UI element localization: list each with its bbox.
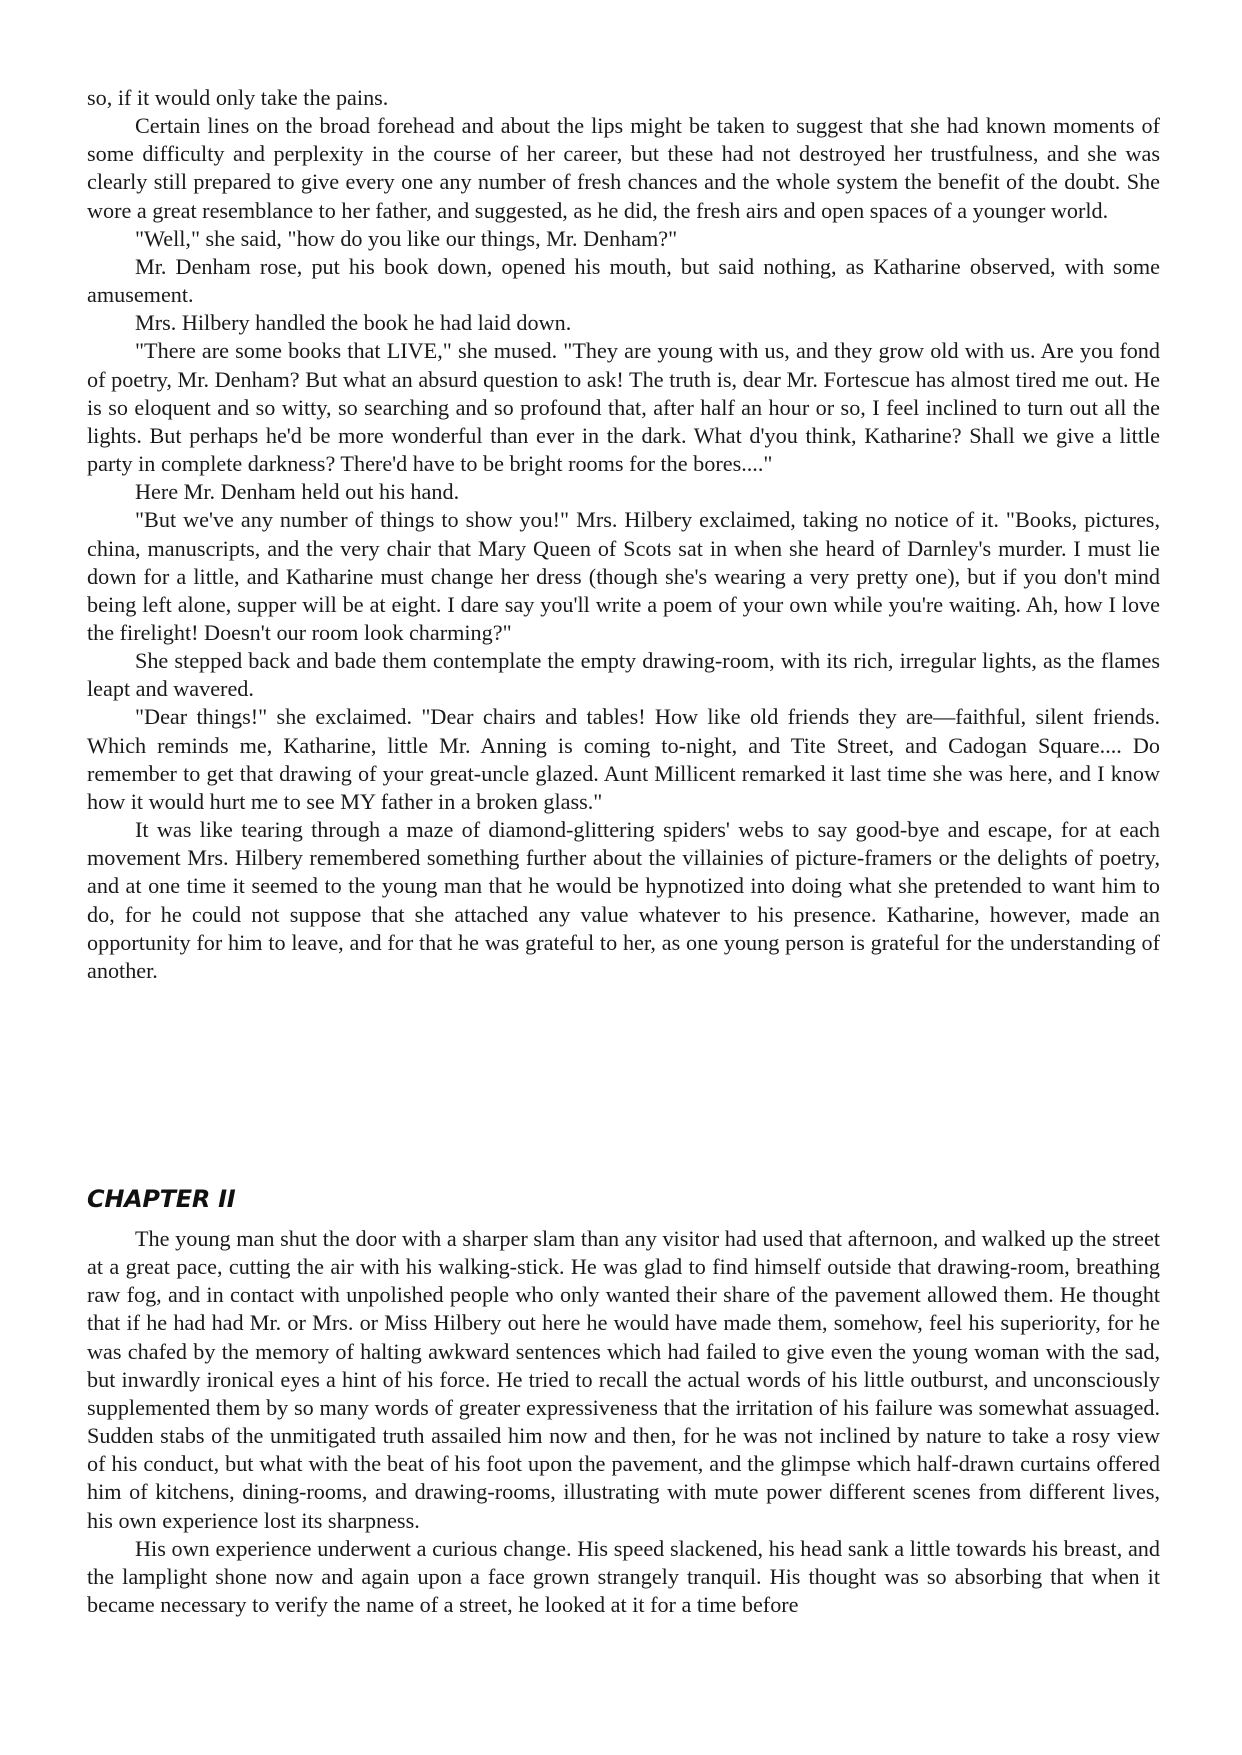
paragraph: Certain lines on the broad forehead and about the lips might be taken to suggest that she had known moments of some difficulty and perplexity in the course of her career, but these had not destroyed her trustfulness, and she was clearly still prepared to give every one any number of fresh chances and the whole system the benefit of the doubt. She wore a great resemblance to her father, and suggested, as he did, the fresh airs and open spaces of a younger world. [87, 113, 1160, 223]
paragraph: Mr. Denham rose, put his book down, opened his mouth, but said nothing, as Katharine observed, with some amusement. [87, 253, 1160, 308]
chapter-heading: CHAPTER II [87, 1185, 236, 1213]
paragraph: "But we've any number of things to show you!" Mrs. Hilbery exclaimed, taking no notice of it. "Books, pictures, china, manuscripts, and the very chair that Mary Queen of Scots sat in when she heard of Darnley's murder. I must lie down for a little, and Katharine must change her dress (though she's wearing a very pretty one), but if you don't mind being left alone, supper will be at eight. I dare say you'll write a poem of your own while you're waiting. Ah, how I love the firelight! Doesn't our room look charming?" [87, 507, 1160, 645]
paragraph: His own experience underwent a curious change. His speed slackened, his head sank a little towards his breast, and the lamplight shone now and again upon a face grown strangely tranquil. His thought was so absorbing that when it became necessary to verify the name of a street, he looked at it for a time before [87, 1535, 1160, 1618]
paragraph: Mrs. Hilbery handled the book he had laid down. [135, 310, 572, 336]
paragraph: The young man shut the door with a sharper slam than any visitor had used that afternoon, and walked up the street at a great pace, cutting the air with his walking-stick. He was glad to find himself outside that drawing-room, breathing raw fog, and in contact with unpolished people who only wanted their share of the pavement allowed them. He thought that if he had had Mr. or Mrs. or Miss Hilbery out here he would have made them, somehow, feel his superiority, for he was chafed by the memory of halting awkward sentences which had failed to give even the young woman with the sad, but inwardly ironical eyes a hint of his force. He tried to recall the actual words of his little outburst, and unconsciously supplemented them by so many words of greater expressiveness that the irritation of his failure was somewhat assuaged. Sudden stabs of the unmitigated truth assailed him now and then, for he was not inclined by nature to take a rosy view of his conduct, but what with the beat of his foot upon the pavement, and the glimpse which half-drawn curtains offered him of kitchens, dining-rooms, and drawing-rooms, illustrating with mute power different scenes from different lives, his own experience lost its sharpness. [87, 1226, 1160, 1533]
paragraph: She stepped back and bade them contemplate the empty drawing-room, with its rich, irregular lights, as the flames leapt and wavered. [87, 648, 1160, 702]
page-text-section [87, 84, 1160, 985]
paragraph: It was like tearing through a maze of diamond-glittering spiders' webs to say good-bye and escape, for at each movement Mrs. Hilbery remembered something further about the villainies of picture-framers or the delights of poetry, and at one time it seemed to the young man that he would be hypnotized into doing what she pretended to want him to do, for he could not suppose that she attached any value whatever to his presence. Katharine, however, made an opportunity for him to leave, and for that he was grateful to her, as one young person is grateful for the understanding of another. [87, 817, 1160, 983]
paragraph: so, if it would only take the pains. [87, 85, 389, 110]
paragraph: Here Mr. Denham held out his hand. [135, 479, 460, 505]
paragraph: "Dear things!" she exclaimed. "Dear chairs and tables! How like old friends they are—faithful, silent friends. Which reminds me, Katharine, little Mr. Anning is coming to-night, and Tite Street, and Cadogan Square.... Do remember to get that drawing of your great-uncle glazed. Aunt Millicent remarked it last time she was here, and I know how it would hurt me to see MY father in a broken glass." [87, 704, 1160, 814]
paragraph: "There are some books that LIVE," she mused. "They are young with us, and they grow old with us. Are you fond of poetry, Mr. Denham? But what an absurd question to ask! The truth is, dear Mr. Fortescue has almost tired me out. He is so eloquent and so witty, so searching and so profound that, after half an hour or so, I feel inclined to turn out all the lights. But perhaps he'd be more wonderful than ever in the dark. What d'you think, Katharine? Shall we give a little party in complete darkness? There'd have to be bright rooms for the bores...." [87, 338, 1160, 477]
chapter-body [87, 1225, 1160, 1619]
paragraph: "Well," she said, "how do you like our things, Mr. Denham?" [135, 225, 678, 251]
